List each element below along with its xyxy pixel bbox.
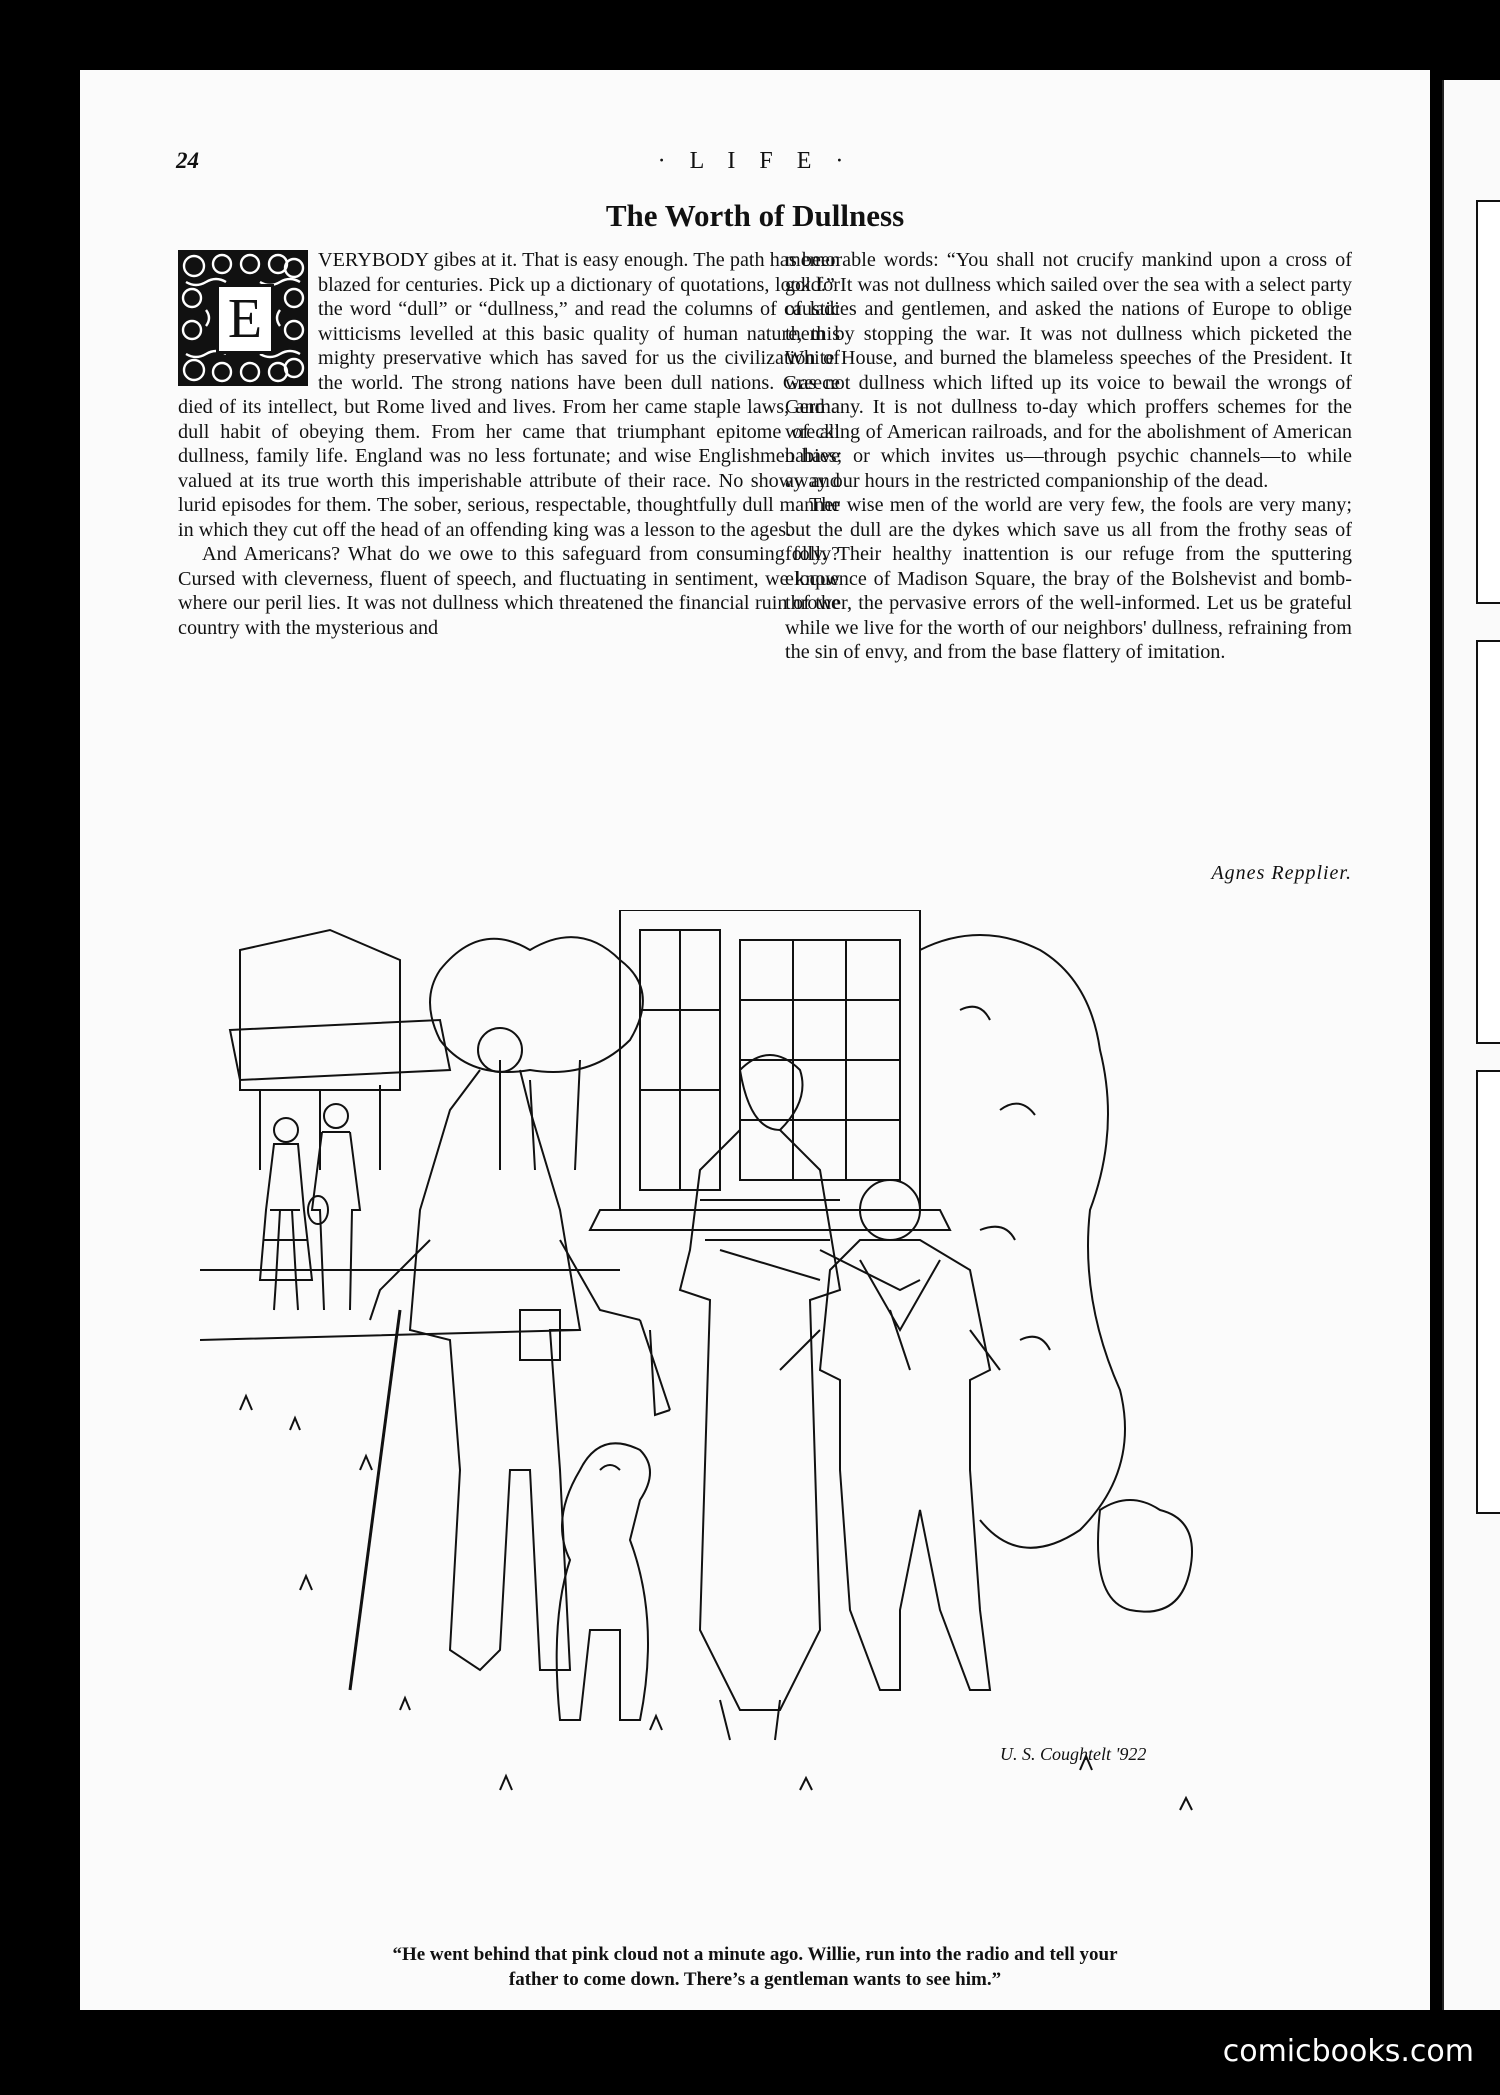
site-watermark: comicbooks.com — [1222, 2034, 1474, 2069]
drop-cap-letter: E — [216, 284, 274, 354]
article-column-left — [178, 248, 840, 640]
adjacent-comic-panel — [1476, 1070, 1500, 1514]
artist-signature: U. S. Coughtelt '922 — [1000, 1744, 1147, 1764]
shrub-right — [920, 935, 1125, 1548]
masthead: · L I F E · — [657, 148, 853, 174]
caption-line-2: father to come down. There’s a gentleman wants to see him.” — [508, 1969, 1002, 1990]
article-paragraph: VERYBODY gibes at it. That is easy enough. The path has been blazed for centuries. Pick up a dictionary of quotations, look for the word “dull” or “dullness,” and read the columns of caustic witticisms levelled at this basic quality of human nature, this mighty preservative which has saved for us the civilization of the world. The strong nations have been dull nations. Greece died of its intellect, but Rome lived and lives. From her came staple laws, and a dull habit of obeying them. From her came that triumphant epitome of all dullness, family life. England was no less fortunate; and wise Englishmen have valued at its true worth this imperishable attribute of their race. No showy and lurid episodes for them. The sober, serious, respectable, thoughtfully dull manner in which they cut off the head of an offending king was a lesson to the ages. — [178, 249, 840, 541]
article-title: The Worth of Dullness — [605, 198, 905, 233]
background-house — [240, 930, 400, 1090]
adjacent-comic-panel — [1476, 640, 1500, 1044]
background-trees — [430, 937, 643, 1072]
walking-cane — [350, 1310, 400, 1690]
article-paragraph: The wise men of the world are very few, the fools are very many; but the dull are the dykes which save us all from the frothy seas of folly. Their healthy inattention is our refuge from the sputtering eloquence of Madison Square, the bray of the Bolshevist and bomb-thrower, the pervasive errors of the well-informed. Let us be grateful while we live for the worth of our neighbors' dullness, refraining from the sin of envy, and from the base flattery of imitation. — [785, 494, 1352, 663]
page-number: 24 — [176, 148, 199, 173]
ornamental-drop-cap — [178, 250, 308, 386]
cartoon-illustration — [200, 910, 1340, 1910]
collie-dog — [557, 1443, 650, 1720]
author-byline: Agnes Repplier. — [1211, 862, 1352, 884]
article-column-right — [785, 248, 1352, 665]
adjacent-comic-panel — [1476, 200, 1500, 604]
caption-line-1: “He went behind that pink cloud not a minute ago. Willie, run into the radio and tell your — [392, 1944, 1118, 1965]
cartoon-caption — [180, 1942, 1330, 1992]
woman-figure — [680, 1055, 920, 1740]
tennis-players — [260, 1104, 360, 1310]
magazine-page — [80, 70, 1430, 2010]
article-paragraph: And Americans? What do we owe to this safeguard from consuming folly? Cursed with cleverness, fluent of speech, and fluctuating in sentiment, we know where our peril lies. It was not dullness which threatened the financial ruin of the country with the mysterious and — [178, 543, 840, 639]
article-paragraph: memorable words: “You shall not crucify mankind upon a cross of gold.” It was not dullness which sailed over the sea with a select party of ladies and gentlemen, and asked the nations of Europe to oblige them by stopping the war. It was not dullness which picketed the White House, and burned the blameless speeches of the President. It was not dullness which lifted up its voice to bewail the wrongs of Germany. It is not dullness to-day which proffers schemes for the wrecking of American railroads, and for the abolishment of American babies; or which invites us—through psychic channels—to while away our hours in the restricted companionship of the dead. — [785, 249, 1352, 492]
adjacent-page-edge — [1442, 80, 1500, 2010]
man-with-cane — [350, 1028, 670, 1690]
boy-figure — [780, 1180, 1000, 1690]
